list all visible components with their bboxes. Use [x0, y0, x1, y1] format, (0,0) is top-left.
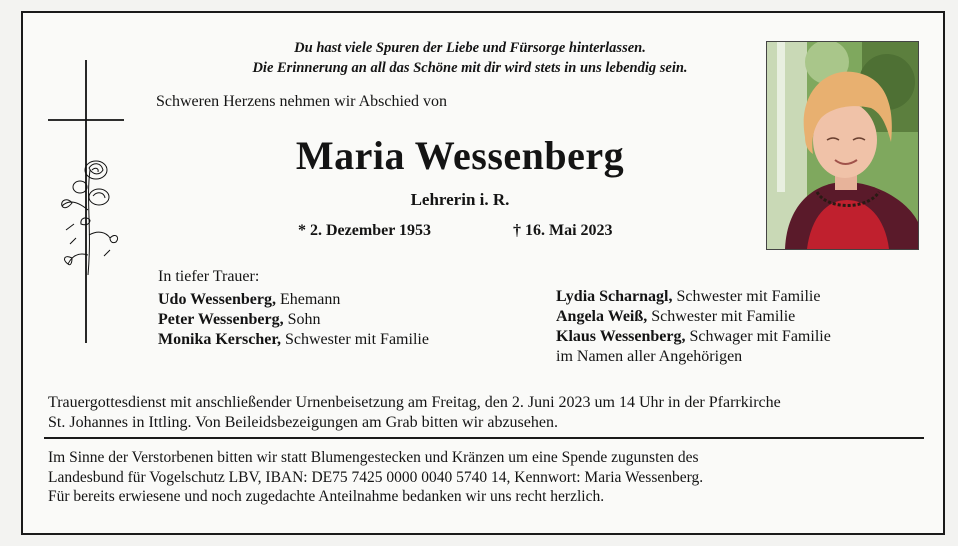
donation-line-1: Im Sinne der Verstorbenen bitten wir statt Blumengestecken und Kränzen um eine Spende zugunsten des [48, 449, 699, 466]
mourner-relation: Schwager mit Familie [685, 328, 831, 345]
mourners-right-column [556, 287, 831, 367]
mourner-entry [158, 290, 429, 310]
donation-line-2: Landesbund für Vogelschutz LBV, IBAN: DE75 7425 0000 0040 5740 14, Kennwort: Maria Wessenberg. [48, 468, 704, 486]
deceased-name: Maria Wessenberg [295, 133, 625, 178]
motto-line-2: Die Erinnerung an all das Schöne mit dir wird stets in uns lebendig sein. [252, 60, 688, 76]
mourner-name: Klaus Wessenberg, [556, 328, 686, 345]
death-date: † 16. Mai 2023 [513, 222, 613, 239]
mourner-entry [158, 330, 429, 350]
mourner-entry [158, 310, 429, 330]
mourner-name: Lydia Scharnagl, [556, 288, 673, 305]
birth-date: * 2. Dezember 1953 [298, 222, 431, 239]
cross-with-rose-icon [46, 60, 136, 345]
mourners-closing: im Namen aller Angehörigen [556, 348, 743, 365]
mourner-entry [556, 327, 831, 347]
mourner-relation: Ehemann [275, 291, 341, 308]
mourner-name: Peter Wessenberg, [158, 311, 284, 328]
intro-text: Schweren Herzens nehmen wir Abschied von [156, 93, 448, 110]
mourner-relation: Schwester mit Familie [647, 308, 796, 325]
deceased-profession: Lehrerin i. R. [410, 190, 510, 209]
funeral-service-notice [48, 393, 918, 433]
mourner-name: Angela Weiß, [556, 308, 648, 325]
mourner-relation: Schwester mit Familie [280, 331, 429, 348]
service-line-1: Trauergottesdienst mit anschließender Urnenbeisetzung am Freitag, den 2. Juni 2023 um 14 Uhr in der Pfarrkirche [48, 394, 781, 411]
portrait-photo [766, 41, 919, 250]
mourner-name: Monika Kerscher, [158, 331, 281, 348]
mourners-left-column [158, 290, 429, 350]
mourner-relation: Schwester mit Familie [672, 288, 821, 305]
mourner-entry [556, 287, 831, 307]
divider-line [44, 437, 924, 439]
motto [170, 38, 770, 78]
service-line-2: St. Johannes in Ittling. Von Beileidsbezeigungen am Grab bitten wir abzusehen. [48, 414, 558, 431]
donation-line-3: Für bereits erwiesene und noch zugedachte Anteilnahme bedanken wir uns recht herzlich. [48, 488, 605, 505]
donation-notice [48, 448, 918, 507]
mourner-name: Udo Wessenberg, [158, 291, 276, 308]
mourning-label: In tiefer Trauer: [158, 268, 260, 285]
mourner-relation: Sohn [283, 311, 321, 328]
mourner-entry [556, 307, 831, 327]
motto-line-1: Du hast viele Spuren der Liebe und Fürsorge hinterlassen. [294, 40, 646, 56]
